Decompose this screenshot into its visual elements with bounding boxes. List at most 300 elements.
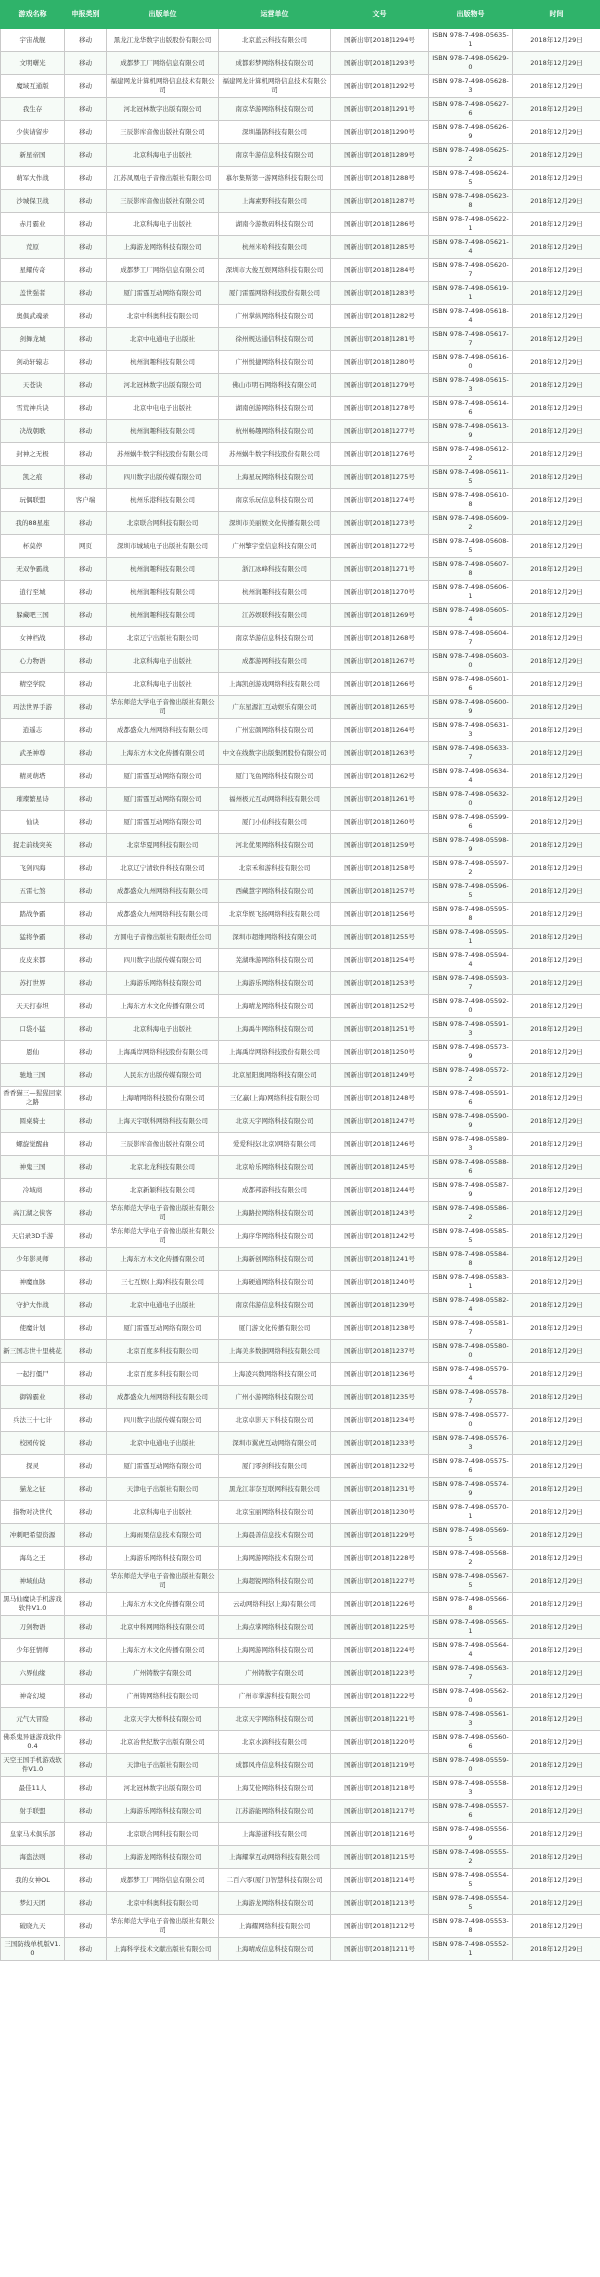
cell-category: 移动 [65,558,107,581]
cell-approval-number: 国新出审[2018]1280号 [331,351,429,374]
table-row [1,1524,600,1547]
cell-date: 2018年12月29日 [513,558,600,581]
table-row [1,1455,600,1478]
cell-publisher: 苏州蜗牛数字科技股份有限公司 [107,443,219,466]
table-row [1,1018,600,1041]
table-row [1,1133,600,1156]
cell-date: 2018年12月29日 [513,190,600,213]
cell-isbn: ISBN 978-7-498-05598-9 [429,834,513,857]
cell-publisher: 上海东方木文化传播有限公司 [107,995,219,1018]
table-row [1,1294,600,1317]
cell-category: 移动 [65,857,107,880]
cell-operator: 上海游道科技有限公司 [219,1823,331,1846]
cell-publisher: 黑龙江龙华数字出版股份有限公司 [107,29,219,52]
cell-publisher: 北京冶世纪数字出版有限公司 [107,1731,219,1754]
cell-approval-number: 国新出审[2018]1264号 [331,719,429,742]
cell-approval-number: 国新出审[2018]1249号 [331,1064,429,1087]
table-row [1,719,600,742]
header-category: 申报类别 [65,1,107,29]
cell-category: 移动 [65,1478,107,1501]
table-row [1,1317,600,1340]
cell-operator: 厦门游文化传播有限公司 [219,1317,331,1340]
cell-isbn: ISBN 978-7-498-05581-7 [429,1317,513,1340]
cell-publisher: 北京联合网科技有限公司 [107,512,219,535]
cell-operator: 广州宏颜网络科技有限公司 [219,719,331,742]
header-game-name: 游戏名称 [1,1,65,29]
cell-game-name: 逍行至城 [1,581,65,604]
table-row [1,535,600,558]
cell-isbn: ISBN 978-7-498-05553-8 [429,1915,513,1938]
cell-game-name: 奥俱武魂录 [1,305,65,328]
cell-category: 移动 [65,1846,107,1869]
table-row [1,190,600,213]
cell-category: 移动 [65,167,107,190]
cell-approval-number: 国新出审[2018]1289号 [331,144,429,167]
cell-approval-number: 国新出审[2018]1228号 [331,1547,429,1570]
cell-isbn: ISBN 978-7-498-05559-0 [429,1754,513,1777]
cell-publisher: 北京新颖科技有限公司 [107,1179,219,1202]
table-row [1,1110,600,1133]
table-row [1,167,600,190]
cell-operator: 福建网龙计算机网络信息技术有限公司 [219,75,331,98]
cell-date: 2018年12月29日 [513,1754,600,1777]
cell-isbn: ISBN 978-7-498-05596-5 [429,880,513,903]
table-row [1,834,600,857]
cell-date: 2018年12月29日 [513,1938,600,1961]
cell-isbn: ISBN 978-7-498-05631-3 [429,719,513,742]
cell-date: 2018年12月29日 [513,650,600,673]
cell-isbn: ISBN 978-7-498-05613-9 [429,420,513,443]
cell-date: 2018年12月29日 [513,1708,600,1731]
cell-approval-number: 国新出审[2018]1231号 [331,1478,429,1501]
table-row [1,1639,600,1662]
cell-isbn: ISBN 978-7-498-05604-7 [429,627,513,650]
cell-approval-number: 国新出审[2018]1254号 [331,949,429,972]
cell-approval-number: 国新出审[2018]1253号 [331,972,429,995]
table-row [1,328,600,351]
cell-operator: 杭州润趣科技有限公司 [219,581,331,604]
cell-approval-number: 国新出审[2018]1288号 [331,167,429,190]
table-row [1,1248,600,1271]
cell-game-name: 冲刺吧希望资源 [1,1524,65,1547]
table-row [1,1915,600,1938]
header-approval-number: 文号 [331,1,429,29]
cell-operator: 湖南今游数码科技有限公司 [219,213,331,236]
cell-game-name: 玛法世界手游 [1,696,65,719]
cell-category: 移动 [65,1386,107,1409]
cell-category: 客户端 [65,489,107,512]
cell-date: 2018年12月29日 [513,1064,600,1087]
cell-publisher: 天津电子出版社有限公司 [107,1754,219,1777]
cell-date: 2018年12月29日 [513,443,600,466]
cell-game-name: 凯之痕 [1,466,65,489]
table-row [1,1340,600,1363]
cell-isbn: ISBN 978-7-498-05591-3 [429,1018,513,1041]
cell-category: 移动 [65,1777,107,1800]
cell-publisher: 北京中科奥科技有限公司 [107,1892,219,1915]
cell-publisher: 成都梦工厂网络信息有限公司 [107,259,219,282]
cell-date: 2018年12月29日 [513,1915,600,1938]
cell-isbn: ISBN 978-7-498-05617-7 [429,328,513,351]
table-row [1,765,600,788]
cell-date: 2018年12月29日 [513,880,600,903]
table-row [1,489,600,512]
cell-approval-number: 国新出审[2018]1294号 [331,29,429,52]
table-row [1,1823,600,1846]
cell-publisher: 河北冠林数字出版有限公司 [107,374,219,397]
table-row [1,926,600,949]
cell-game-name: 六界仙缘 [1,1662,65,1685]
cell-approval-number: 国新出审[2018]1227号 [331,1570,429,1593]
cell-game-name: 海岛之王 [1,1547,65,1570]
cell-category: 移动 [65,52,107,75]
cell-approval-number: 国新出审[2018]1255号 [331,926,429,949]
cell-approval-number: 国新出审[2018]1244号 [331,1179,429,1202]
cell-publisher: 四川数字出版传媒有限公司 [107,1409,219,1432]
cell-date: 2018年12月29日 [513,811,600,834]
cell-game-name: 无双争霸战 [1,558,65,581]
cell-date: 2018年12月29日 [513,1087,600,1110]
cell-date: 2018年12月29日 [513,328,600,351]
cell-game-name: 飞剑四海 [1,857,65,880]
cell-isbn: ISBN 978-7-498-05573-9 [429,1041,513,1064]
cell-approval-number: 国新出审[2018]1246号 [331,1133,429,1156]
table-row [1,305,600,328]
cell-isbn: ISBN 978-7-498-05577-0 [429,1409,513,1432]
cell-category: 移动 [65,1041,107,1064]
cell-publisher: 华东师范大学电子音像出版社有限公司 [107,1570,219,1593]
table-row [1,52,600,75]
cell-operator: 深圳市美丽娱文化传播有限公司 [219,512,331,535]
table-row [1,581,600,604]
cell-category: 移动 [65,1938,107,1961]
cell-operator: 上海游乐网络科技有限公司 [219,972,331,995]
cell-operator: 上海耀掌互动网络科技有限公司 [219,1846,331,1869]
cell-game-name: 刀剑物语 [1,1616,65,1639]
cell-date: 2018年12月29日 [513,535,600,558]
cell-category: 移动 [65,765,107,788]
cell-approval-number: 国新出审[2018]1272号 [331,535,429,558]
cell-date: 2018年12月29日 [513,1133,600,1156]
cell-category: 移动 [65,1110,107,1133]
cell-operator: 南京伟游信息科技有限公司 [219,1294,331,1317]
cell-game-name: 荒原 [1,236,65,259]
cell-game-name: 佛系鬼异谜游戏软件0.4 [1,1731,65,1754]
cell-date: 2018年12月29日 [513,1616,600,1639]
cell-category: 移动 [65,397,107,420]
cell-approval-number: 国新出审[2018]1214号 [331,1869,429,1892]
cell-date: 2018年12月29日 [513,1179,600,1202]
cell-date: 2018年12月29日 [513,374,600,397]
cell-category: 移动 [65,1823,107,1846]
cell-approval-number: 国新出审[2018]1290号 [331,121,429,144]
cell-game-name: 梦幻天团 [1,1892,65,1915]
table-row [1,351,600,374]
cell-publisher: 三七互娱(上海)科技有限公司 [107,1271,219,1294]
cell-category: 移动 [65,1501,107,1524]
cell-category: 移动 [65,443,107,466]
cell-approval-number: 国新出审[2018]1278号 [331,397,429,420]
cell-operator: 北京哈乐网络科技有限公司 [219,1156,331,1179]
cell-isbn: ISBN 978-7-498-05612-2 [429,443,513,466]
cell-isbn: ISBN 978-7-498-05564-4 [429,1639,513,1662]
cell-game-name: 神鬼三国 [1,1156,65,1179]
cell-date: 2018年12月29日 [513,1271,600,1294]
cell-date: 2018年12月29日 [513,1800,600,1823]
cell-isbn: ISBN 978-7-498-05626-9 [429,121,513,144]
cell-isbn: ISBN 978-7-498-05620-7 [429,259,513,282]
cell-category: 移动 [65,1800,107,1823]
cell-game-name: 赤月霸业 [1,213,65,236]
cell-approval-number: 国新出审[2018]1259号 [331,834,429,857]
table-row [1,1501,600,1524]
cell-isbn: ISBN 978-7-498-05622-1 [429,213,513,236]
table-row [1,259,600,282]
cell-publisher: 厦门雷霆互动网络有限公司 [107,765,219,788]
cell-category: 移动 [65,1248,107,1271]
cell-game-name: 一起打僵尸 [1,1363,65,1386]
cell-approval-number: 国新出审[2018]1224号 [331,1639,429,1662]
cell-date: 2018年12月29日 [513,1432,600,1455]
header-row [1,1,600,29]
cell-category: 移动 [65,673,107,696]
cell-date: 2018年12月29日 [513,1823,600,1846]
cell-publisher: 杭州润趣科技有限公司 [107,581,219,604]
cell-operator: 云动网络科技(上海)有限公司 [219,1593,331,1616]
cell-category: 移动 [65,1547,107,1570]
cell-approval-number: 国新出审[2018]1211号 [331,1938,429,1961]
cell-category: 移动 [65,1570,107,1593]
table-row [1,213,600,236]
cell-category: 移动 [65,1708,107,1731]
cell-approval-number: 国新出审[2018]1245号 [331,1156,429,1179]
cell-publisher: 上海东方木文化传播有限公司 [107,742,219,765]
cell-publisher: 江苏凤凰电子音像出版社有限公司 [107,167,219,190]
cell-isbn: ISBN 978-7-498-05614-6 [429,397,513,420]
cell-publisher: 华东师范大学电子音像出版社有限公司 [107,1225,219,1248]
cell-category: 移动 [65,1363,107,1386]
table-row [1,1593,600,1616]
cell-game-name: 少年影灵师 [1,1248,65,1271]
cell-date: 2018年12月29日 [513,29,600,52]
cell-approval-number: 国新出审[2018]1233号 [331,1432,429,1455]
header-isbn: 出版物号 [429,1,513,29]
cell-game-name: 踏战争霸 [1,903,65,926]
cell-isbn: ISBN 978-7-498-05608-5 [429,535,513,558]
cell-isbn: ISBN 978-7-498-05592-0 [429,995,513,1018]
cell-approval-number: 国新出审[2018]1220号 [331,1731,429,1754]
cell-date: 2018年12月29日 [513,1225,600,1248]
cell-isbn: ISBN 978-7-498-05595-1 [429,926,513,949]
cell-operator: 厦门飞鱼网络科技有限公司 [219,765,331,788]
cell-category: 移动 [65,1915,107,1938]
cell-game-name: 魔域互通版 [1,75,65,98]
cell-approval-number: 国新出审[2018]1293号 [331,52,429,75]
table-row [1,880,600,903]
cell-category: 移动 [65,1432,107,1455]
cell-date: 2018年12月29日 [513,1593,600,1616]
cell-isbn: ISBN 978-7-498-05580-0 [429,1340,513,1363]
cell-approval-number: 国新出审[2018]1225号 [331,1616,429,1639]
cell-approval-number: 国新出审[2018]1216号 [331,1823,429,1846]
cell-isbn: ISBN 978-7-498-05558-3 [429,1777,513,1800]
cell-operator: 上海游龙网络科技有限公司 [219,1892,331,1915]
cell-game-name: 射手联盟 [1,1800,65,1823]
cell-isbn: ISBN 978-7-498-05633-7 [429,742,513,765]
cell-game-name: 黑马仙魔诀手机游戏软件V1.0 [1,1593,65,1616]
table-row [1,1271,600,1294]
cell-date: 2018年12月29日 [513,834,600,857]
cell-game-name: 使魔计划 [1,1317,65,1340]
cell-publisher: 成都梦工厂网络信息有限公司 [107,52,219,75]
table-row [1,857,600,880]
header-operator: 运营单位 [219,1,331,29]
cell-category: 移动 [65,328,107,351]
cell-game-name: 文明曙光 [1,52,65,75]
cell-isbn: ISBN 978-7-498-05560-6 [429,1731,513,1754]
cell-date: 2018年12月29日 [513,167,600,190]
cell-publisher: 上海游乐网络科技有限公司 [107,972,219,995]
cell-operator: 上海晴龙网络科技有限公司 [219,995,331,1018]
cell-approval-number: 国新出审[2018]1268号 [331,627,429,650]
cell-isbn: ISBN 978-7-498-05632-0 [429,788,513,811]
cell-category: 移动 [65,75,107,98]
cell-operator: 上海凯创游戏网络科技有限公司 [219,673,331,696]
cell-game-name: 香香猫三—猩猩回家之路 [1,1087,65,1110]
cell-isbn: ISBN 978-7-498-05554-5 [429,1869,513,1892]
cell-publisher: 北京中电通电子出版社 [107,328,219,351]
cell-publisher: 上海天宇联科网络科技有限公司 [107,1110,219,1133]
cell-approval-number: 国新出审[2018]1287号 [331,190,429,213]
cell-operator: 北京星阳奥网络科技有限公司 [219,1064,331,1087]
cell-category: 移动 [65,1662,107,1685]
cell-date: 2018年12月29日 [513,1639,600,1662]
cell-category: 移动 [65,1524,107,1547]
cell-game-name: 神魔血脉 [1,1271,65,1294]
cell-publisher: 华东师范大学电子音像出版社有限公司 [107,1915,219,1938]
cell-publisher: 广州铸网络科技有限公司 [107,1685,219,1708]
cell-date: 2018年12月29日 [513,351,600,374]
cell-category: 移动 [65,1616,107,1639]
table-row [1,1662,600,1685]
cell-publisher: 方圆电子音像出版社有限责任公司 [107,926,219,949]
cell-date: 2018年12月29日 [513,1478,600,1501]
cell-approval-number: 国新出审[2018]1273号 [331,512,429,535]
cell-category: 移动 [65,1892,107,1915]
cell-publisher: 北京中电通电子出版社 [107,1432,219,1455]
cell-category: 移动 [65,1455,107,1478]
cell-publisher: 四川数字出版传媒有限公司 [107,949,219,972]
cell-operator: 佛山市明石网络科技有限公司 [219,374,331,397]
table-row [1,1363,600,1386]
cell-approval-number: 国新出审[2018]1286号 [331,213,429,236]
cell-date: 2018年12月29日 [513,995,600,1018]
cell-approval-number: 国新出审[2018]1282号 [331,305,429,328]
cell-game-name: 校园传说 [1,1432,65,1455]
cell-game-name: 盖世强者 [1,282,65,305]
cell-isbn: ISBN 978-7-498-05610-8 [429,489,513,512]
cell-category: 移动 [65,374,107,397]
cell-date: 2018年12月29日 [513,1202,600,1225]
cell-date: 2018年12月29日 [513,75,600,98]
cell-game-name: 苏打世界 [1,972,65,995]
cell-isbn: ISBN 978-7-498-05616-0 [429,351,513,374]
cell-category: 移动 [65,1087,107,1110]
cell-operator: 河北优果网络科技有限公司 [219,834,331,857]
cell-isbn: ISBN 978-7-498-05583-1 [429,1271,513,1294]
cell-date: 2018年12月29日 [513,1777,600,1800]
cell-operator: 西藏慧宇网络科技有限公司 [219,880,331,903]
cell-publisher: 北京辽宁出版社有限公司 [107,627,219,650]
cell-category: 移动 [65,190,107,213]
cell-category: 移动 [65,903,107,926]
cell-category: 移动 [65,121,107,144]
cell-date: 2018年12月29日 [513,305,600,328]
table-body [1,29,600,1961]
cell-approval-number: 国新出审[2018]1275号 [331,466,429,489]
table-row [1,1386,600,1409]
table-row [1,1156,600,1179]
cell-game-name: 天天打泰坦 [1,995,65,1018]
cell-isbn: ISBN 978-7-498-05590-9 [429,1110,513,1133]
cell-operator: 南京华游网络科技有限公司 [219,98,331,121]
cell-operator: 广州悦捷网络科技有限公司 [219,351,331,374]
cell-date: 2018年12月29日 [513,213,600,236]
cell-date: 2018年12月29日 [513,1685,600,1708]
cell-approval-number: 国新出审[2018]1240号 [331,1271,429,1294]
cell-operator: 深圳墨鹊科技有限公司 [219,121,331,144]
table-row [1,604,600,627]
cell-isbn: ISBN 978-7-498-05621-4 [429,236,513,259]
cell-operator: 上海晴成信息科技有限公司 [219,1938,331,1961]
cell-game-name: 天启录3D手游 [1,1225,65,1248]
table-row [1,374,600,397]
cell-date: 2018年12月29日 [513,1570,600,1593]
cell-approval-number: 国新出审[2018]1271号 [331,558,429,581]
cell-category: 移动 [65,98,107,121]
table-row [1,1685,600,1708]
cell-isbn: ISBN 978-7-498-05575-6 [429,1455,513,1478]
cell-operator: 厦门零剑科技有限公司 [219,1455,331,1478]
cell-game-name: 新三国志世十里桃花 [1,1340,65,1363]
cell-game-name: 封神之无极 [1,443,65,466]
cell-category: 移动 [65,719,107,742]
cell-operator: 上海禹岸网络科技股份有限公司 [219,1041,331,1064]
table-row [1,98,600,121]
cell-isbn: ISBN 978-7-498-05600-9 [429,696,513,719]
cell-publisher: 北京辽宁清软件科技有限公司 [107,857,219,880]
cell-isbn: ISBN 978-7-498-05624-5 [429,167,513,190]
cell-category: 移动 [65,1639,107,1662]
cell-date: 2018年12月29日 [513,512,600,535]
cell-approval-number: 国新出审[2018]1217号 [331,1800,429,1823]
cell-category: 移动 [65,1202,107,1225]
cell-operator: 广州铸数字有限公司 [219,1662,331,1685]
cell-publisher: 北京科海电子出版社 [107,144,219,167]
cell-category: 移动 [65,305,107,328]
cell-publisher: 成都盛众九州网络科技有限公司 [107,880,219,903]
table-row [1,558,600,581]
cell-publisher: 上海禹岸网络科技股份有限公司 [107,1041,219,1064]
cell-isbn: ISBN 978-7-498-05552-1 [429,1938,513,1961]
cell-isbn: ISBN 978-7-498-05594-4 [429,949,513,972]
cell-date: 2018年12月29日 [513,1386,600,1409]
cell-category: 移动 [65,696,107,719]
cell-publisher: 天津电子出版社有限公司 [107,1478,219,1501]
cell-publisher: 成都盛众九州网络科技有限公司 [107,719,219,742]
cell-category: 移动 [65,144,107,167]
cell-game-name: 守护大作战 [1,1294,65,1317]
